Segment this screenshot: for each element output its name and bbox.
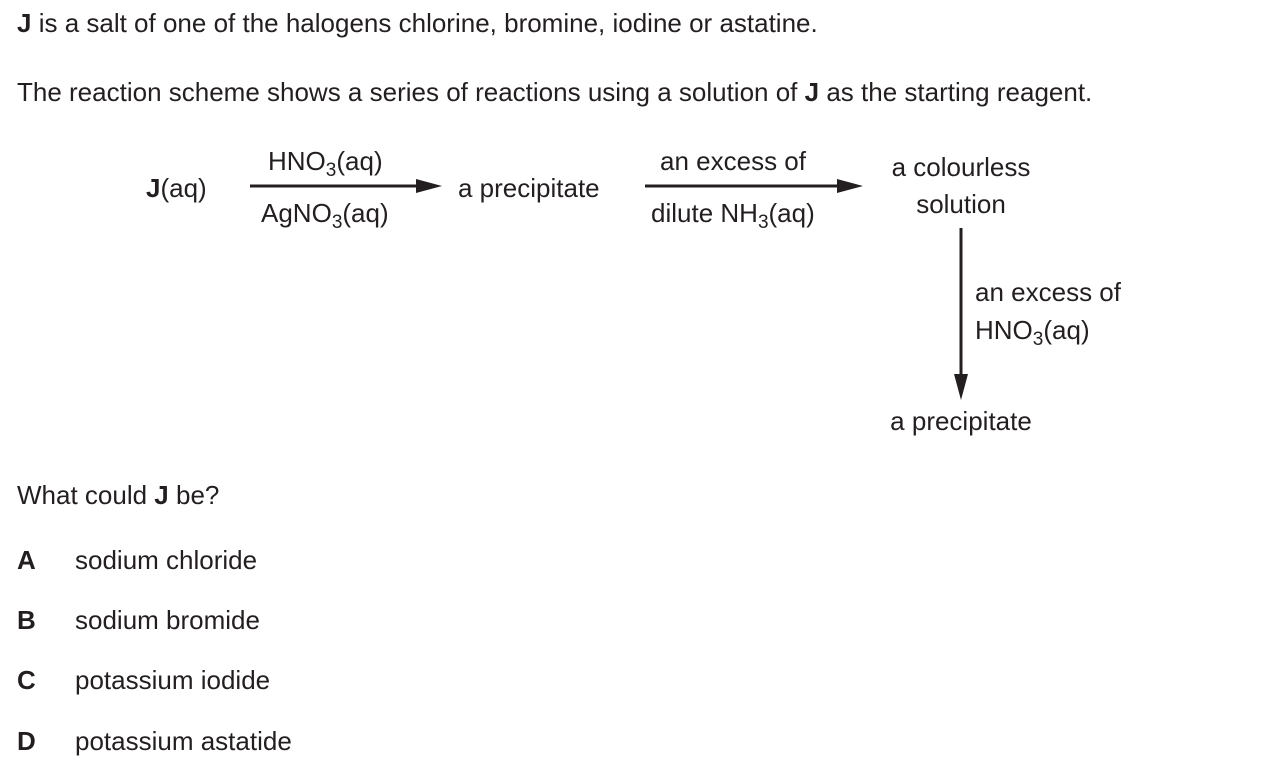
option-text: potassium astatide (75, 726, 292, 756)
option-letter: C (17, 665, 36, 695)
question-end: be? (168, 480, 220, 510)
product-2-line-2: solution (916, 189, 1006, 219)
step3-reagent-line-2 (975, 315, 1090, 350)
option-letter: B (17, 605, 36, 635)
j-label: J (17, 8, 32, 38)
product-1: a precipitate (458, 173, 600, 203)
j-label: J (146, 173, 161, 203)
formula-main: AgNO (261, 198, 332, 228)
j-label: J (154, 480, 169, 510)
option-letter: D (17, 726, 36, 756)
j-label: J (804, 77, 820, 107)
step2-reagent-below (651, 198, 815, 233)
arrow-step-2 (645, 179, 863, 193)
option-text: sodium bromide (75, 605, 260, 635)
step1-reagent-above (268, 146, 383, 181)
start-reagent-state: (aq) (160, 173, 207, 203)
intro-line-2-start: The reaction scheme shows a series of reactions using a solution of (17, 77, 805, 107)
option-letter: A (17, 545, 36, 575)
formula-state: (aq) (336, 146, 383, 176)
option-text: potassium iodide (75, 665, 271, 695)
product-2-line-1: a colourless (891, 152, 1031, 182)
formula-state: (aq) (768, 198, 815, 228)
step3-reagent-line-1: an excess of (975, 277, 1121, 307)
step1-reagent-below (261, 198, 389, 233)
formula-main: HNO (975, 315, 1033, 345)
step2-reagent-above: an excess of (660, 146, 806, 176)
formula-subscript: 3 (757, 212, 769, 233)
product-3: a precipitate (890, 406, 1032, 436)
formula-state: (aq) (1043, 315, 1090, 345)
formula-state: (aq) (342, 198, 389, 228)
formula-main: HNO (268, 146, 326, 176)
formula-subscript: 3 (331, 212, 343, 233)
formula-main: dilute NH (651, 198, 758, 228)
intro-line-1-text: is a salt of one of the halogens chlorine, bromine, iodine or astatine. (31, 8, 818, 38)
arrow-step-1 (250, 179, 442, 193)
intro-line-2-end: as the starting reagent. (819, 77, 1093, 107)
option-text: sodium chloride (75, 545, 258, 575)
question-text (17, 480, 219, 510)
start-reagent (146, 173, 207, 203)
formula-subscript: 3 (1032, 329, 1044, 350)
question-start: What could (17, 480, 155, 510)
formula-subscript: 3 (325, 160, 337, 181)
arrow-step-3 (954, 228, 968, 400)
